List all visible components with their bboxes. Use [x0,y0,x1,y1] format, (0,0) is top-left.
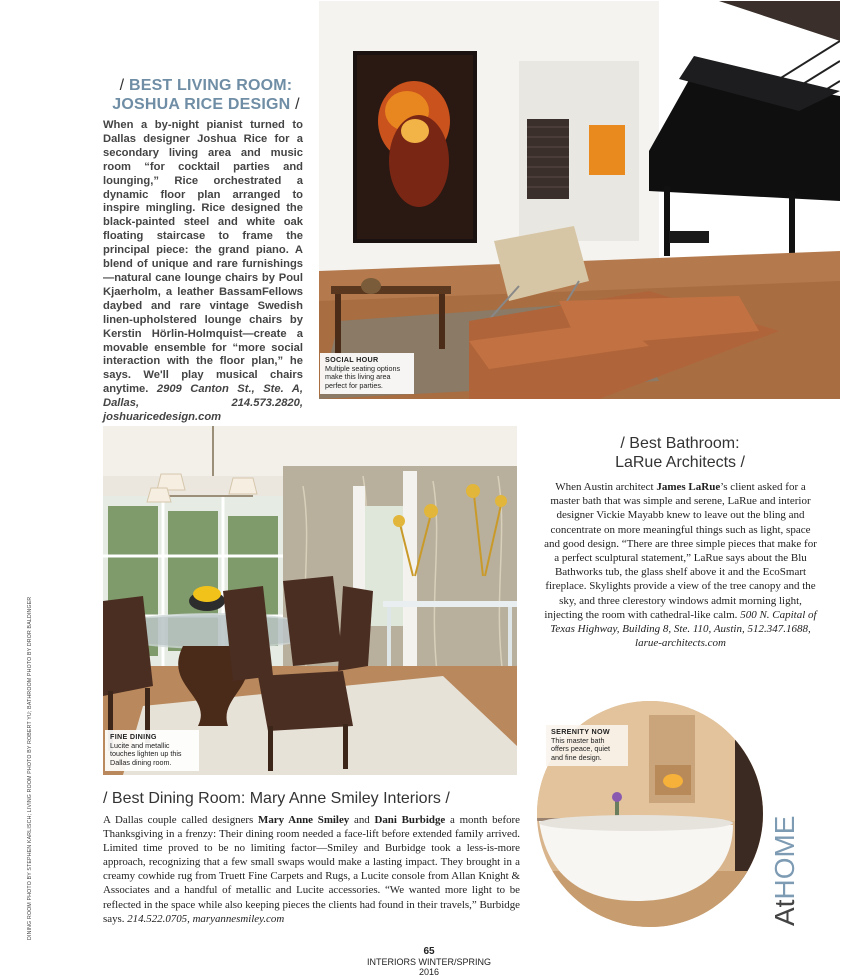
living-room-caption-title: SOCIAL HOUR [325,355,379,364]
living-room-heading: / BEST LIVING ROOM: JOSHUA RICE DESIGN / [112,77,300,113]
designer-name-2: Dani Burbidge [374,814,446,826]
living-room-caption-text: Multiple seating options make this living area perfect for parties. [325,363,401,390]
living-room-body: When a by-night pianist turned to Dallas designer Joshua Rice for a secondary living area and music room “for cocktail parties and lounging,” Rice orchestrated a dynamic floor plan arranged to inspire mingling. Rice designed the black-painted steel and white oak floating staircase to frame the principal piece: the grand piano. A blend of unique and rare furnishings—natural cane lounge chairs by Poul Kjaerholm, a leather BassamFellows daybed and rare vintage Swedish linen-upholstered lounge chairs by Kerstin Hörlin-Holmquist—create a movable ensemble for “more social interaction with the floor plan,” he says. We'll play musical chairs anytime. [103,119,303,396]
photo-credit: DINING ROOM PHOTO BY STEPHEN KARLISCH; LIVING ROOM PHOTO BY ROBERT YU; BATHROOM PHOTO BY DROR BALDINGER [27,596,33,940]
bathroom-address: 500 N. Capital of Texas Highway, Building 8, Ste. 110, Austin, 512.347.1688, larue-architects.com [550,608,817,650]
bathroom-caption [546,725,628,766]
publication-name: INTERIORS WINTER/SPRING 2016 [366,957,491,977]
living-room-heading-line1: BEST LIVING ROOM: [128,77,293,94]
page-number: 65 [423,946,435,957]
bathroom-heading-line2: LaRue Architects [615,454,737,471]
dining-room-heading: / Best Dining Room: Mary Anne Smiley Interiors / [103,790,450,807]
designer-name-1: Mary Anne Smiley [258,814,350,826]
dining-room-heading-text: Best Dining Room: Mary Anne Smiley Interiors [111,790,441,807]
dining-room-caption-text: Lucite and metallic touches lighten up this Dallas dining room. [110,740,182,767]
dining-room-article: A Dallas couple called designers Mary Anne Smiley and Dani Burbidge a month before Thanksgiving in a frenzy: Their dining room needed a face-lift before extended family arrived. Limited time proved to be no limiting factor—Smiley and Burbidge took a less-is-more approach, recognizing that a few small swaps would make a lasting impact. They brought in a creamy cowhide rug from Truett Fine Carpets and Rugs, a Lucite console from Allan Knight & Associates and a handful of metallic and Lucite accessories. “We wanted more light to be reflected in the space while also keeping pieces the clients had found in their travels,” Burbidge says. 214.522.0705, maryannesmiley.com [103,814,520,925]
section-label-home: HOME [769,815,800,900]
living-room-caption [320,353,414,394]
dining-room-photo [103,426,517,775]
living-room-photo [319,1,840,399]
bathroom-caption-text: This master bath offers peace, quiet and fine design. [551,735,611,762]
bathroom-architect-name: James LaRue [656,481,721,493]
page-footer [361,946,497,977]
dining-room-caption [105,730,199,771]
dining-room-caption-title: FINE DINING [110,732,157,741]
section-label-at: At [769,899,800,926]
bathroom-heading: / Best Bathroom: LaRue Architects / [615,435,745,471]
section-label [770,816,800,926]
living-room-address: 2909 Canton St., Ste. A, Dallas, 214.573.2820, joshuaricedesign.com [103,383,303,424]
bathroom-heading-line1: Best Bathroom: [629,435,740,452]
living-room-heading-line2: JOSHUA RICE DESIGN [112,96,291,113]
dining-room-address: 214.522.0705, maryannesmiley.com [127,912,285,925]
bathroom-caption-title: SERENITY NOW [551,727,610,736]
living-room-article [103,119,303,425]
bathroom-article: When Austin architect James LaRue’s client asked for a master bath that was simple and serene, LaRue and interior designer Vickie Mayabb knew to leave out the bling and concentrate on more meaningful things such as light, space and good design. “There are three simple pieces that make for a perfect sculptural statement,” LaRue says about the Blu Bathworks tub, the glass shelf above it and the EcoSmart fireplace. Skylights provide a view of the tree canopy and the sky, and three clerestory windows admit morning light, injecting the room with cathedral-like calm. 500 N. Capital of Texas Highway, Building 8, Ste. 110, Austin, 512.347.1688, larue-architects.com [544,481,817,650]
